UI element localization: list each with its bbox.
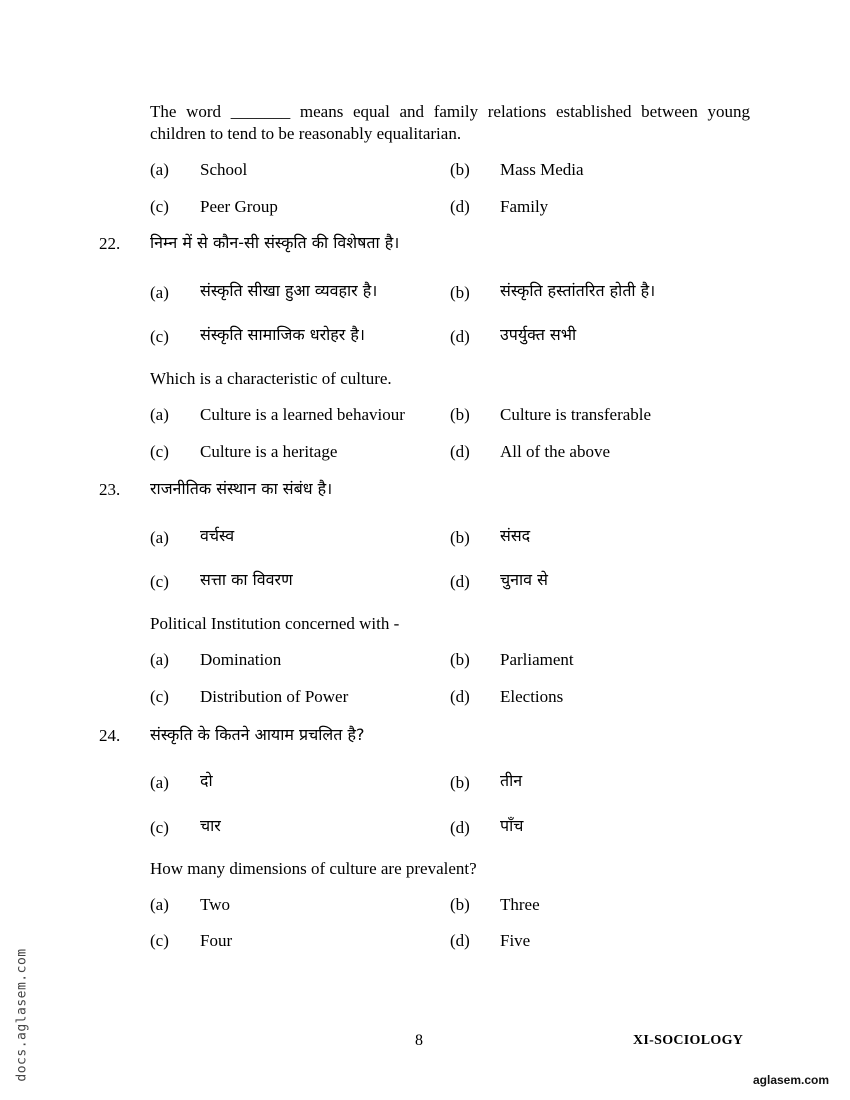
q24-hindi-option-d-label: (d) [450, 818, 470, 837]
q23-english-option-a-text: Domination [200, 650, 282, 669]
subject-footer: XI-SOCIOLOGY [633, 1033, 744, 1048]
q22-english-option-c-label: (c) [150, 442, 169, 461]
vertical-watermark [4, 935, 40, 1095]
q23-hindi-option-c-label: (c) [150, 572, 169, 591]
watermark-text: docs.aglasem.com [14, 948, 30, 1082]
intro-option-c-label: (c) [150, 197, 169, 216]
q22-hindi-option-c-text: संस्कृति सामाजिक धरोहर है। [200, 325, 365, 344]
intro-option-c-text: Peer Group [200, 197, 278, 216]
q24-hindi-option-a-text: दो [200, 771, 213, 790]
q22-hindi-option-a-label: (a) [150, 283, 169, 302]
q22-english-option-a-text: Culture is a learned behaviour [200, 405, 405, 424]
q23-english-option-d-text: Elections [500, 687, 564, 706]
intro-option-d-text: Family [500, 197, 549, 216]
q24-english-option-a-label: (a) [150, 895, 169, 914]
q24-hindi-option-b-label: (b) [450, 773, 470, 792]
q24-hindi-option-a-label: (a) [150, 773, 169, 792]
question-22-english-text: Which is a characteristic of culture. [150, 369, 392, 388]
intro-question-text: The word _______ means equal and family relations established between young children to tend to be reasonably equalitarian. [150, 102, 750, 143]
q23-english-option-c-label: (c) [150, 687, 169, 706]
q24-english-option-a-text: Two [200, 895, 230, 914]
question-23-english-text: Political Institution concerned with - [150, 614, 400, 633]
q23-english-option-c-text: Distribution of Power [200, 687, 349, 706]
brand-footer: aglasem.com [753, 1073, 830, 1087]
q23-hindi-option-a-label: (a) [150, 528, 169, 547]
question-24-number: 24. [99, 726, 121, 745]
q23-english-option-d-label: (d) [450, 687, 470, 706]
q22-hindi-option-d-text: उपर्युक्त सभी [500, 325, 577, 344]
q22-english-option-b-label: (b) [450, 405, 470, 424]
question-22-hindi-text: निम्न में से कौन-सी संस्कृति की विशेषता है। [150, 233, 400, 252]
intro-option-a-label: (a) [150, 160, 169, 179]
question-22-number: 22. [99, 234, 121, 253]
q22-hindi-option-d-label: (d) [450, 327, 470, 346]
page-number: 8 [415, 1032, 423, 1049]
q22-english-option-c-text: Culture is a heritage [200, 442, 338, 461]
q22-hindi-option-b-text: संस्कृति हस्तांतरित होती है। [500, 281, 656, 300]
q24-english-option-d-text: Five [500, 931, 531, 950]
intro-option-a-text: School [200, 160, 248, 179]
q24-hindi-option-c-label: (c) [150, 818, 169, 837]
intro-option-d-label: (d) [450, 197, 470, 216]
q22-english-option-d-text: All of the above [500, 442, 610, 461]
q24-english-option-b-text: Three [500, 895, 540, 914]
question-23-hindi-text: राजनीतिक संस्थान का संबंध है। [150, 479, 333, 498]
q23-english-option-b-text: Parliament [500, 650, 574, 669]
q24-hindi-option-c-text: चार [200, 816, 221, 835]
q22-english-option-d-label: (d) [450, 442, 470, 461]
q24-english-option-c-label: (c) [150, 931, 169, 950]
q23-hindi-option-d-text: चुनाव से [500, 570, 548, 589]
q23-hindi-option-b-text: संसद [500, 526, 531, 545]
q24-english-option-c-text: Four [200, 931, 233, 950]
q23-hindi-option-b-label: (b) [450, 528, 470, 547]
q22-english-option-b-text: Culture is transferable [500, 405, 652, 424]
q23-english-option-a-label: (a) [150, 650, 169, 669]
q23-hindi-option-d-label: (d) [450, 572, 470, 591]
q22-hindi-option-a-text: संस्कृति सीखा हुआ व्यवहार है। [200, 281, 378, 300]
q22-hindi-option-b-label: (b) [450, 283, 470, 302]
q24-hindi-option-b-text: तीन [500, 771, 523, 790]
q23-english-option-b-label: (b) [450, 650, 470, 669]
question-24-hindi-text: संस्कृति के कितने आयाम प्रचलित है? [150, 725, 365, 744]
q22-hindi-option-c-label: (c) [150, 327, 169, 346]
intro-option-b-label: (b) [450, 160, 470, 179]
q23-hindi-option-c-text: सत्ता का विवरण [200, 570, 293, 589]
question-24-english-text: How many dimensions of culture are prevalent? [150, 859, 477, 878]
q23-hindi-option-a-text: वर्चस्व [200, 526, 235, 545]
question-23-number: 23. [99, 480, 121, 499]
q24-hindi-option-d-text: पाँच [500, 816, 524, 835]
q22-english-option-a-label: (a) [150, 405, 169, 424]
q24-english-option-d-label: (d) [450, 931, 470, 950]
q24-english-option-b-label: (b) [450, 895, 470, 914]
intro-option-b-text: Mass Media [500, 160, 584, 179]
